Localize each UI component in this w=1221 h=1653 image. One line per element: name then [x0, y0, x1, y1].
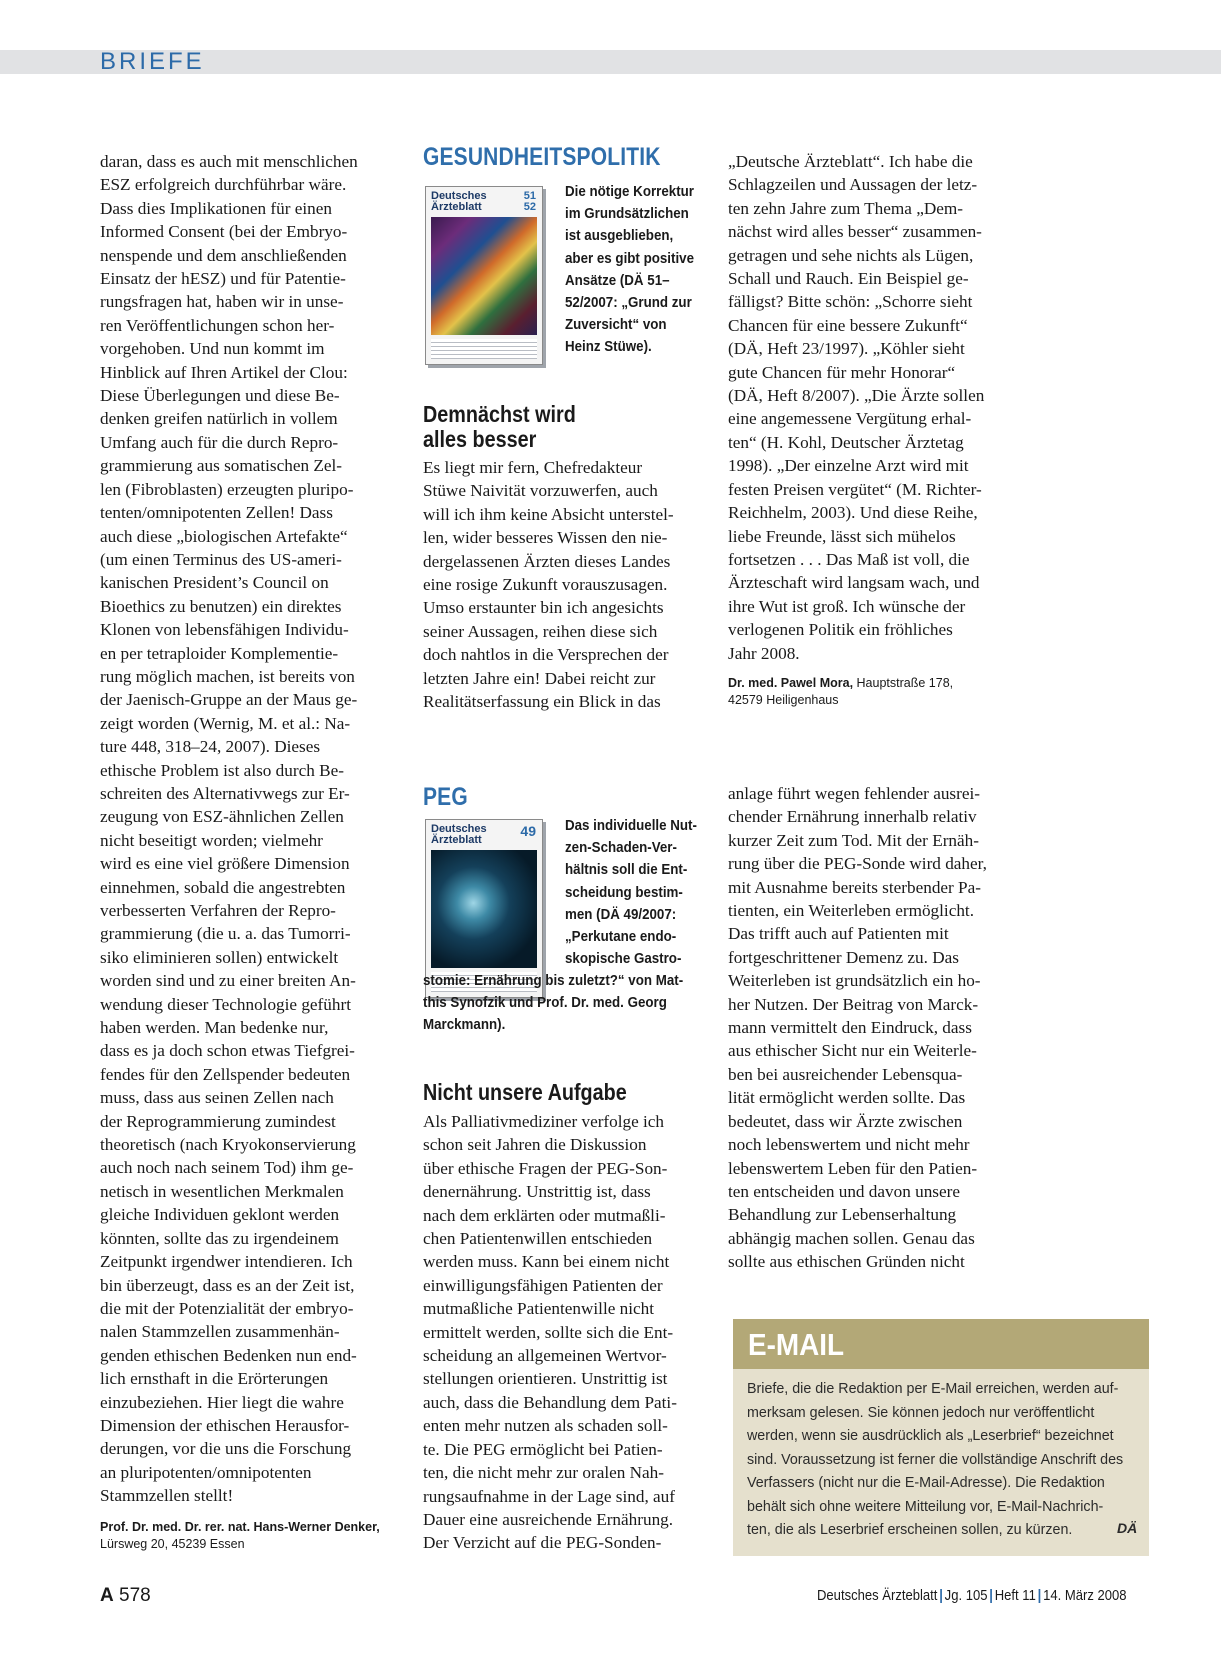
reference-line: hältnis soll die Ent- [565, 862, 688, 879]
signature-2-street: Hauptstraße 178, [856, 675, 954, 690]
text-line: (DÄ, Heft 23/1997). „Köhler sieht [728, 339, 965, 359]
text-line: tienten, ein Weiterleben ermöglicht. [728, 901, 974, 921]
text-line: ESZ erfolgreich durchführbar wäre. [100, 175, 347, 195]
text-line: werden muss. Kann bei einem nicht [423, 1252, 670, 1272]
text-line: aus ethischer Sicht nur ein Weiterle- [728, 1041, 977, 1061]
text-line: rung über die PEG-Sonde wird daher, [728, 854, 987, 874]
text-line: Dauer eine ausreichende Ernährung. [423, 1509, 674, 1529]
text-line: derungen, vor die uns die Forschung [100, 1439, 352, 1459]
footer-date: 14. März 2008 [1043, 1588, 1127, 1604]
email-text-line: Verfassers (nicht nur die E-Mail-Adresse). Die Redaktion [747, 1474, 1105, 1491]
cover-image [431, 850, 537, 968]
text-line: 1998). „Der einzelne Arzt wird mit [728, 456, 969, 476]
reference-line: skopische Gastro- [565, 951, 682, 968]
text-line: Stüwe Naivität vorzuwerfen, auch [423, 481, 658, 501]
text-line: an pluripotenten/omnipotenten [100, 1462, 312, 1482]
letter-body-1 [100, 150, 388, 1508]
text-line: ben bei ausreichender Lebensqua- [728, 1064, 963, 1084]
text-line: verlogenen Politik ein fröhliches [728, 620, 953, 640]
cover-issue-number: 51 52 [523, 190, 536, 213]
topic-heading-gesundheitspolitik: GESUNDHEITSPOLITIK [423, 143, 661, 171]
reference-line: stomie: Ernährung bis zuletzt?“ von Mat- [423, 973, 684, 989]
footer-issue: Heft 11 [994, 1588, 1036, 1604]
text-line: einwilligungsfähigen Patienten der [423, 1275, 663, 1295]
text-line: len (Fibroblasten) erzeugten pluripo- [100, 479, 354, 499]
text-line: Bioethics zu benutzen) ein direktes [100, 596, 342, 616]
text-line: Informed Consent (bei der Embryo- [100, 222, 348, 242]
page-number: 578 [119, 1585, 151, 1606]
text-line: bin überzeugt, dass es an der Zeit ist, [100, 1275, 355, 1295]
text-line: stellungen orientieren. Unstrittig ist [423, 1369, 668, 1389]
text-line: seiner Aussagen, reihen diese sich [423, 621, 658, 641]
text-line: gute Chancen für mehr Honorar“ [728, 362, 956, 382]
text-line: über ethische Fragen der PEG-Son- [423, 1158, 668, 1178]
text-line: Einsatz der hESZ) und für Patentie- [100, 269, 346, 289]
column-1 [100, 150, 388, 1553]
headline-nicht-unsere-aufgabe: Nicht unsere Aufgabe [423, 1079, 627, 1105]
text-line: genden ethischen Bedenken nun end- [100, 1345, 357, 1365]
text-line: ten zehn Jahre zum Thema „Dem- [728, 198, 963, 218]
text-line: Jahr 2008. [728, 643, 800, 663]
email-text-line: Briefe, die die Redaktion per E-Mail erreichen, werden auf- [747, 1380, 1119, 1397]
text-line: eine rosige Zukunft vorauszusagen. [423, 575, 668, 595]
text-line: ren Veröffentlichungen schon her- [100, 315, 335, 335]
email-text-line: ten, die als Leserbrief erscheinen sollen, zu kürzen. [747, 1521, 1073, 1538]
reference-line: Marckmann). [423, 1017, 506, 1034]
text-line: lebenswertem Leben für den Patien- [728, 1158, 978, 1178]
text-line: mann vermittelt den Eindruck, dass [728, 1018, 972, 1038]
text-line: Chancen für eine bessere Zukunft“ [728, 315, 968, 335]
text-line: letzten Jahre ein! Dabei reicht zur [423, 668, 656, 688]
text-line: Ärzteschaft wird langsam wach, und [728, 573, 980, 593]
signature-2 [728, 675, 1018, 709]
column-3-top [728, 150, 1018, 709]
text-line: liebe Freunde, lässt sich mühelos [728, 526, 956, 546]
text-line: denernährung. Unstrittig ist, dass [423, 1182, 651, 1202]
text-line: Dass dies Implikationen für einen [100, 198, 332, 218]
text-line: (DÄ, Heft 8/2007). „Die Ärzte sollen [728, 386, 985, 406]
text-line: zeigt worden (Wernig, M. et al.: Na- [100, 713, 351, 733]
text-line: Klonen von lebensfähigen Individu- [100, 620, 349, 640]
letter-body-2-continued [728, 150, 1018, 665]
text-line: schon seit Jahren die Diskussion [423, 1135, 647, 1155]
text-line: ermittelt werden, sollte sich die Ent- [423, 1322, 674, 1342]
text-line: Zeitpunkt irgendwer intendieren. Ich [100, 1252, 353, 1272]
text-line: fälligst? Bitte schön: „Schorre sieht [728, 292, 973, 312]
text-line: schreiten des Alternativwegs zur Er- [100, 783, 350, 803]
reference-line: „Perkutane endo- [565, 929, 677, 946]
text-line: (um einen Terminus des US-ameri- [100, 549, 342, 569]
cover-caption-lines [431, 339, 537, 359]
email-box-title: E-MAIL [748, 1327, 845, 1362]
text-line: getragen und sehe nichts als Lügen, [728, 245, 974, 265]
reference-line: 52/2007: „Grund zur [565, 295, 692, 312]
page-folio [100, 1585, 151, 1607]
letter-body-3 [423, 1110, 711, 1555]
text-line: nicht beseitigt worden; vielmehr [100, 830, 323, 850]
reference-line: zen-Schaden-Ver- [565, 840, 677, 857]
footer-reference: Deutsches Ärzteblatt | Jg. 105 | Heft 11 | 14. März 2008 [817, 1588, 1127, 1604]
letter-body-2 [423, 456, 711, 713]
text-line: die mit der Potenzialität der embryo- [100, 1298, 354, 1318]
article-1-reference [565, 181, 721, 359]
email-text-line: werden, wenn sie ausdrücklich als „Leserbrief“ bezeichnet [747, 1427, 1114, 1444]
text-line: Der Verzicht auf die PEG-Sonden- [423, 1533, 662, 1553]
text-line: festen Preisen vergütet“ (M. Richter- [728, 479, 982, 499]
text-line: netisch in wesentlichen Merkmalen [100, 1181, 344, 1201]
reference-line: im Grundsätzlichen [565, 206, 689, 223]
reference-line: men (DÄ 49/2007: [565, 906, 677, 923]
reference-line: Ansätze (DÄ 51– [565, 272, 670, 289]
text-line: bedeutet, dass wir Ärzte zwischen [728, 1111, 963, 1131]
text-line: scheidung an allgemeinen Wertvor- [423, 1346, 667, 1366]
page-prefix: A [100, 1585, 114, 1606]
text-line: fendes für den Zellspender bedeuten [100, 1064, 351, 1084]
text-line: fortsetzen . . . Das Maß ist voll, die [728, 549, 970, 569]
text-line: rung möglich machen, ist bereits von [100, 666, 355, 686]
text-line: Schall und Rauch. Ein Beispiel ge- [728, 269, 969, 289]
reference-line: aber es gibt positive [565, 250, 695, 267]
text-line: Das trifft auch auf Patienten mit [728, 924, 949, 944]
text-line: her Nutzen. Der Beitrag von Marck- [728, 994, 979, 1014]
text-line: tenten/omnipotenten Zellen! Dass [100, 503, 333, 523]
text-line: wendung dieser Technologie geführt [100, 994, 351, 1014]
text-line: en per tetraploider Komplementie- [100, 643, 339, 663]
text-line: abhängig machen sollen. Genau das [728, 1228, 975, 1248]
text-line: Reichhelm, 2003). Und diese Reihe, [728, 503, 978, 523]
text-line: rungsaufnahme in der Lage sind, auf [423, 1486, 675, 1506]
text-line: zeugung von ESZ-ähnlichen Zellen [100, 807, 344, 827]
footer-volume: Jg. 105 [944, 1588, 988, 1604]
email-box-sign: DÄ [1117, 1520, 1138, 1536]
text-line: len, wider besseres Wissen den nie- [423, 528, 668, 548]
text-line: Hinblick auf Ihren Artikel der Clou: [100, 362, 348, 382]
text-line: nach dem erklärten oder mutmaßli- [423, 1205, 666, 1225]
cover-masthead: Deutsches Ärzteblatt 51 52 [431, 190, 536, 213]
text-line: Dimension der ethischen Herausfor- [100, 1415, 350, 1435]
text-line: auch diese „biologischen Artefakte“ [100, 526, 348, 546]
text-line: rungsfragen hat, haben wir in unse- [100, 292, 344, 312]
reference-line: scheidung bestim- [565, 884, 683, 901]
text-line: Umfang auch für die durch Repro- [100, 432, 339, 452]
letter-body-3-continued [728, 782, 1018, 1274]
article-2-reference [565, 815, 721, 970]
text-line: nächst wird alles besser“ zusammen- [728, 222, 982, 242]
cover-thumbnail-51-52 [425, 186, 543, 365]
text-line: Stammzellen stellt! [100, 1486, 234, 1506]
text-line: könnten, sollte das zu irgendeinem [100, 1228, 339, 1248]
headline-demnaechst: Demnächst wird alles besser [423, 401, 576, 452]
text-line: Behandlung zur Lebenserhaltung [728, 1205, 957, 1225]
cover-issue-number: 49 [520, 823, 536, 839]
text-line: theoretisch (nach Kryokonservierung [100, 1135, 356, 1155]
text-line: Diese Überlegungen und diese Be- [100, 386, 340, 406]
text-line: Schlagzeilen und Aussagen der letz- [728, 175, 978, 195]
text-line: dass es ja doch schon etwas Tiefgrei- [100, 1041, 355, 1061]
text-line: „Deutsche Ärzteblatt“. Ich habe die [728, 152, 973, 171]
text-line: einnehmen, sobald die angestrebten [100, 877, 346, 897]
text-line: ihre Wut ist groß. Ich wünsche der [728, 596, 966, 616]
text-line: lich ernsthaft in die Erörterungen [100, 1369, 329, 1389]
text-line: ethische Problem ist also durch Be- [100, 760, 344, 780]
text-line: ture 448, 318–24, 2007). Dieses [100, 737, 321, 757]
text-line: chen Patientenwillen entschieden [423, 1229, 653, 1249]
text-line: will ich ihm keine Absicht unterstel- [423, 504, 674, 524]
text-line: mit Ausnahme bereits sterbender Pa- [728, 877, 981, 897]
signature-1-address: Lürsweg 20, 45239 Essen [100, 1536, 245, 1551]
text-line: Umso erstaunter bin ich angesichts [423, 598, 664, 618]
text-line: wird es eine viel größere Dimension [100, 854, 350, 874]
email-text-line: merksam gelesen. Sie können jedoch nur veröffentlicht [747, 1403, 1095, 1421]
text-line: einzubeziehen. Hier liegt die wahre [100, 1392, 344, 1412]
text-line: dergelassenen Ärzten dieses Landes [423, 551, 671, 571]
text-line: noch lebenswertem und nicht mehr [728, 1135, 970, 1155]
text-line: der Jaenisch-Gruppe an der Maus ge- [100, 690, 358, 710]
topic-heading-peg: PEG [423, 783, 468, 811]
text-line: sollte aus ethischen Gründen nicht [728, 1252, 965, 1272]
text-line: der Reprogrammierung zumindest [100, 1111, 336, 1131]
text-line: verbesserten Verfahren der Repro- [100, 901, 336, 920]
reference-line: this Synofzik und Prof. Dr. med. Georg [423, 995, 667, 1012]
section-label: BRIEFE [100, 48, 205, 75]
text-line: lität ermöglicht werden sollte. Das [728, 1088, 966, 1108]
text-line: grammierung aus somatischen Zel- [100, 456, 342, 476]
text-line: eine angemessene Vergütung erhal- [728, 409, 972, 429]
text-line: enten mehr nutzen als schaden soll- [423, 1416, 668, 1436]
reference-line: Die nötige Korrektur [565, 184, 694, 200]
text-line: ten, die nicht mehr zur oralen Nah- [423, 1463, 665, 1483]
reference-line: Das individuelle Nut- [565, 818, 697, 834]
reference-line: Zuversicht“ von [565, 317, 667, 334]
text-line: fortgeschrittener Demenz zu. Das [728, 947, 959, 967]
signature-2-city: 42579 Heiligenhaus [728, 692, 839, 707]
reference-line: ist ausgeblieben, [565, 228, 674, 245]
email-text-line: behält sich ohne weitere Mitteilung vor, E-Mail-Nachrich- [747, 1497, 1104, 1515]
text-line: muss, dass aus seinen Zellen nach [100, 1088, 334, 1108]
cover-masthead: Deutsches Ärzteblatt 49 [431, 823, 536, 846]
signature-2-name: Dr. med. Pawel Mora, [728, 675, 854, 690]
text-line: denken greifen natürlich in vollem [100, 409, 338, 429]
text-line: vorgehoben. Und nun kommt im [100, 339, 325, 359]
text-line: auch noch nach seinem Tod) ihm ge- [100, 1158, 354, 1178]
reference-line: Heinz Stüwe). [565, 339, 652, 356]
text-line: gleiche Individuen geklont werden [100, 1205, 340, 1225]
text-line: worden sind und zu einer breiten An- [100, 971, 356, 991]
text-line: daran, dass es auch mit menschlichen [100, 152, 358, 171]
cover-image [431, 217, 537, 335]
text-line: doch nahtlos in die Versprechen der [423, 645, 669, 665]
text-line: Als Palliativmediziner verfolge ich [423, 1112, 665, 1131]
email-box-text [747, 1377, 1143, 1542]
text-line: mutmaßliche Patientenwille nicht [423, 1299, 655, 1319]
article-2-reference-continued [423, 970, 699, 1037]
email-text-line: sind. Voraussetzung ist ferner die vollständige Anschrift des [747, 1450, 1124, 1468]
text-line: Realitätserfassung ein Blick in das [423, 692, 661, 712]
text-line: haben werden. Man bedenke nur, [100, 1018, 329, 1038]
signature-1 [100, 1519, 388, 1553]
text-line: nalen Stammzellen zusammenhän- [100, 1322, 340, 1342]
text-line: kanischen President’s Council on [100, 573, 329, 593]
text-line: Weiterleben ist grundsätzlich ein ho- [728, 971, 981, 991]
text-line: te. Die PEG ermöglicht bei Patien- [423, 1439, 663, 1459]
footer-journal: Deutsches Ärzteblatt [817, 1588, 938, 1604]
text-line: chender Ernährung innerhalb relativ [728, 807, 977, 827]
signature-1-name: Prof. Dr. med. Dr. rer. nat. Hans-Werner Denker, [100, 1519, 380, 1534]
text-line: grammierung (die u. a. das Tumorri- [100, 924, 351, 944]
text-line: siko eliminieren sollen) entwickelt [100, 947, 339, 967]
text-line: ten entscheiden und davon unsere [728, 1181, 960, 1201]
text-line: ten“ (H. Kohl, Deutscher Ärztetag [728, 432, 964, 452]
text-line: nenspende und dem anschließenden [100, 245, 347, 265]
text-line: anlage führt wegen fehlender ausrei- [728, 784, 980, 803]
text-line: Es liegt mir fern, Chefredakteur [423, 458, 643, 477]
text-line: auch, dass die Behandlung dem Pati- [423, 1392, 677, 1412]
text-line: kurzer Zeit zum Tod. Mit der Ernäh- [728, 830, 979, 850]
